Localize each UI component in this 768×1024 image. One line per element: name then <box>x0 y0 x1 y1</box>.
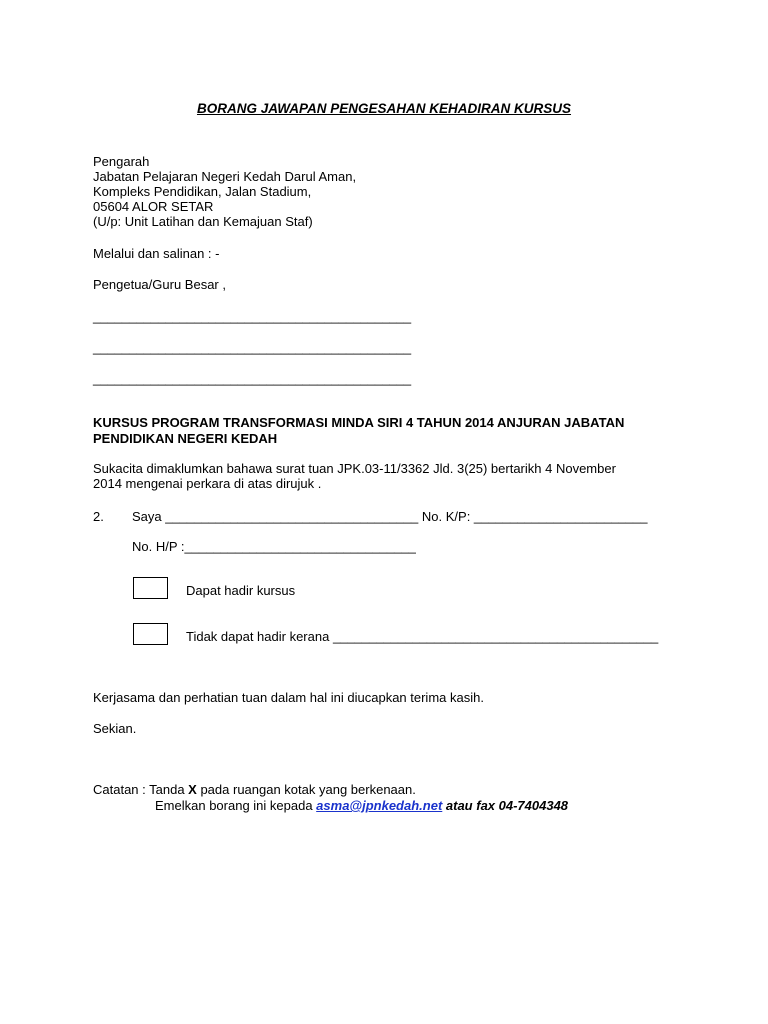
course-heading-line2: PENDIDIKAN NEGERI KEDAH <box>93 431 278 446</box>
email-prefix: Emelkan borang ini kepada <box>155 798 317 813</box>
address-line: 05604 ALOR SETAR <box>93 199 214 214</box>
address-line: (U/p: Unit Latihan dan Kemajuan Staf) <box>93 214 313 229</box>
item-number: 2. <box>93 509 104 524</box>
blank-line: ____________________________________________ <box>93 309 412 324</box>
note-label: Catatan : Tanda <box>93 782 189 797</box>
page-title: BORANG JAWAPAN PENGESAHAN KEHADIRAN KURSUS <box>196 101 572 116</box>
address-line: Kompleks Pendidikan, Jalan Stadium, <box>93 184 312 199</box>
note-line <box>93 782 416 797</box>
thanks-text: Kerjasama dan perhatian tuan dalam hal ini diucapkan terima kasih. <box>93 690 484 705</box>
note-rest: pada ruangan kotak yang berkenaan. <box>196 782 416 797</box>
name-ic-field: Saya ___________________________________ No. K/P: ________________________ <box>132 509 648 524</box>
attend-label: Dapat hadir kursus <box>186 583 296 598</box>
recipient-address <box>93 154 356 229</box>
address-line: Pengarah <box>93 154 150 169</box>
via-line: Melalui dan salinan : - <box>93 246 220 261</box>
reference-line1: Sukacita dimaklumkan bahawa surat tuan JPK.03-11/3362 Jld. 3(25) bertarikh 4 November <box>93 461 616 476</box>
email-line <box>155 798 568 813</box>
course-heading-line1: KURSUS PROGRAM TRANSFORMASI MINDA SIRI 4 TAHUN 2014 ANJURAN JABATAN <box>93 415 625 430</box>
not-attend-label: Tidak dapat hadir kerana _____________________________________________ <box>186 629 659 644</box>
fax-text: atau fax 04-7404348 <box>442 798 569 813</box>
principal-line: Pengetua/Guru Besar , <box>93 277 226 292</box>
email-link[interactable]: asma@jpnkedah.net <box>316 798 443 813</box>
note-mark: X <box>188 782 197 797</box>
not-attend-checkbox[interactable] <box>133 623 168 645</box>
attend-checkbox[interactable] <box>133 577 168 599</box>
blank-line: ____________________________________________ <box>93 371 412 386</box>
phone-field: No. H/P :________________________________ <box>132 539 416 554</box>
reference-line2: 2014 mengenai perkara di atas dirujuk . <box>93 476 322 491</box>
blank-line: ____________________________________________ <box>93 340 412 355</box>
address-line: Jabatan Pelajaran Negeri Kedah Darul Aman, <box>93 169 357 184</box>
closing-text: Sekian. <box>93 721 137 736</box>
